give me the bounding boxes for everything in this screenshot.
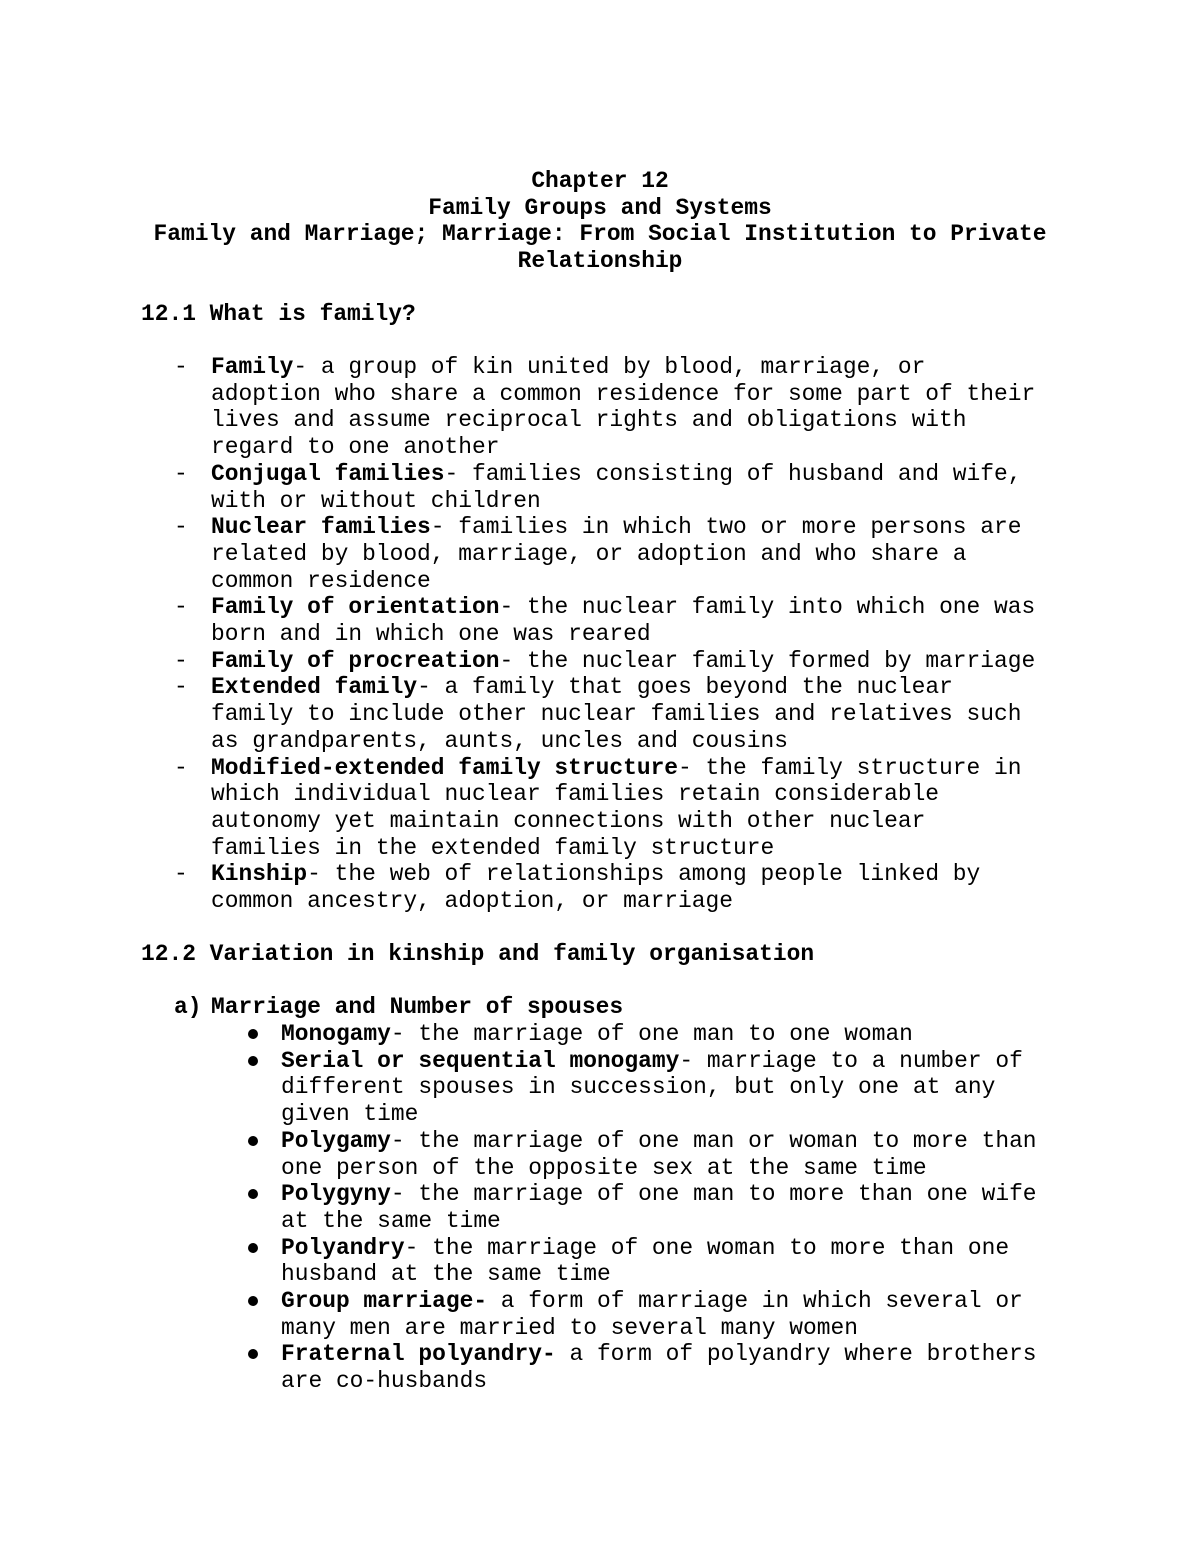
- definition-text: marriage to a number of different spouses in succession, but only one at any given time: [281, 1047, 1023, 1128]
- list-item: [174, 861, 1071, 914]
- definition-term: Monogamy: [281, 1021, 391, 1047]
- definition-text: the nuclear family formed by marriage: [513, 647, 1036, 674]
- list-item: [246, 1341, 1081, 1394]
- definition-term: Modified-extended family structure: [211, 754, 679, 781]
- bullet-icon: [248, 1136, 258, 1146]
- list-item: [246, 1048, 1081, 1128]
- list-item: [174, 461, 1071, 514]
- chapter-number: Chapter 12: [531, 168, 669, 194]
- dash-marker: -: [174, 674, 188, 701]
- list-item: [246, 1235, 1081, 1288]
- list-item: [246, 1128, 1081, 1181]
- section-heading-12-1: 12.1 What is family?: [141, 301, 416, 327]
- definition-text: the web of relationships among people linked by common ancestry, adoption, or marriage: [211, 861, 981, 915]
- dash-marker: -: [174, 754, 188, 781]
- definition-separator: -: [307, 861, 321, 888]
- definition-term: Group marriage-: [281, 1288, 488, 1315]
- list-item: [246, 1181, 1081, 1234]
- definition-text: families in which two or more persons are related by blood, marriage, or adoption and who share a common residence: [211, 514, 1022, 594]
- list-item: [174, 674, 1071, 754]
- definition-separator: -: [444, 460, 459, 487]
- definition-text: a family that goes beyond the nuclear family to include other nuclear families and relatives such as grandparents, aunts, uncles and cousins: [211, 674, 1022, 754]
- chapter-title: Family Groups and Systems: [428, 194, 772, 221]
- chapter-subtitle-continued: Relationship: [517, 248, 683, 275]
- definition-text: families consisting of husband and wife, with or without children: [211, 460, 1022, 514]
- definition-separator: -: [499, 594, 514, 621]
- definition-text: a form of polyandry where brothers are co-husbands: [281, 1341, 1037, 1395]
- definition-term: Serial or sequential monogamy: [281, 1047, 680, 1074]
- definition-term: Nuclear families: [211, 514, 431, 541]
- definition-separator: -: [679, 1047, 694, 1074]
- list-item: [174, 648, 1071, 675]
- definition-text: the family structure in which individual nuclear families retain considerable autonomy yet maintain connections with other nuclear families in the extended family structure: [211, 754, 1022, 861]
- definition-text: the marriage of one man to one woman: [404, 1021, 913, 1047]
- subsection-title: Marriage and Number of spouses: [211, 994, 624, 1020]
- bullet-icon: [248, 1296, 258, 1306]
- definition-text: a form of marriage in which several or many men are married to several many women: [281, 1288, 1023, 1341]
- definition-separator: -: [390, 1127, 405, 1154]
- chapter-subtitle: Family and Marriage; Marriage: From Social Institution to Private: [153, 221, 1047, 248]
- bullet-icon: [248, 1029, 258, 1039]
- definition-text: a group of kin united by blood, marriage, or adoption who share a common residence for some part of their lives and assume reciprocal rights and obligations with regard to one another: [211, 354, 1036, 461]
- definition-separator: -: [390, 1181, 405, 1208]
- definition-term: Family of orientation: [211, 594, 500, 621]
- definition-term: Extended family: [211, 674, 418, 701]
- definition-term: Polygamy: [281, 1127, 391, 1154]
- definition-text: the marriage of one woman to more than one husband at the same time: [281, 1234, 1010, 1288]
- list-item: [246, 1021, 1081, 1048]
- dash-marker: -: [174, 460, 188, 487]
- definition-separator: -: [499, 647, 514, 674]
- definition-text: the nuclear family into which one was born and in which one was reared: [211, 594, 1036, 648]
- bullet-icon: [248, 1243, 258, 1253]
- list-item: [174, 514, 1071, 594]
- definition-separator: -: [404, 1234, 419, 1261]
- list-item: [174, 755, 1071, 862]
- dash-marker: -: [174, 514, 188, 541]
- definition-term: Polyandry: [281, 1234, 405, 1261]
- definition-term: Kinship: [211, 861, 308, 888]
- dash-marker: -: [174, 594, 188, 621]
- marriage-types-list: [246, 1021, 1081, 1395]
- subsection-letter: a): [174, 994, 202, 1020]
- definition-separator: -: [417, 674, 431, 701]
- definition-separator: -: [678, 754, 692, 781]
- chapter-title-block: [0, 168, 1200, 275]
- definition-term: Fraternal polyandry-: [281, 1341, 556, 1368]
- dash-marker: -: [174, 861, 188, 888]
- definition-separator: -: [430, 514, 445, 541]
- bullet-icon: [248, 1349, 258, 1359]
- definition-term: Polygyny: [281, 1181, 391, 1208]
- definition-term: Family of procreation: [211, 647, 500, 674]
- section-heading-12-2: 12.2 Variation in kinship and family organisation: [141, 941, 815, 967]
- definition-term: Conjugal families: [211, 460, 445, 487]
- list-item: [174, 354, 1071, 461]
- definition-text: the marriage of one man or woman to more than one person of the opposite sex at the same time: [281, 1127, 1037, 1181]
- list-item: [174, 594, 1071, 647]
- definition-text: the marriage of one man to more than one wife at the same time: [281, 1181, 1037, 1234]
- definition-term: Family: [211, 354, 294, 380]
- dash-marker: -: [174, 647, 188, 674]
- list-item: [246, 1288, 1081, 1341]
- subsection-heading-a: [174, 994, 623, 1021]
- definition-separator: -: [390, 1021, 405, 1047]
- bullet-icon: [248, 1189, 258, 1199]
- bullet-icon: [248, 1056, 258, 1066]
- definitions-list: [174, 354, 1071, 915]
- dash-marker: -: [174, 354, 188, 380]
- definition-separator: -: [293, 354, 308, 380]
